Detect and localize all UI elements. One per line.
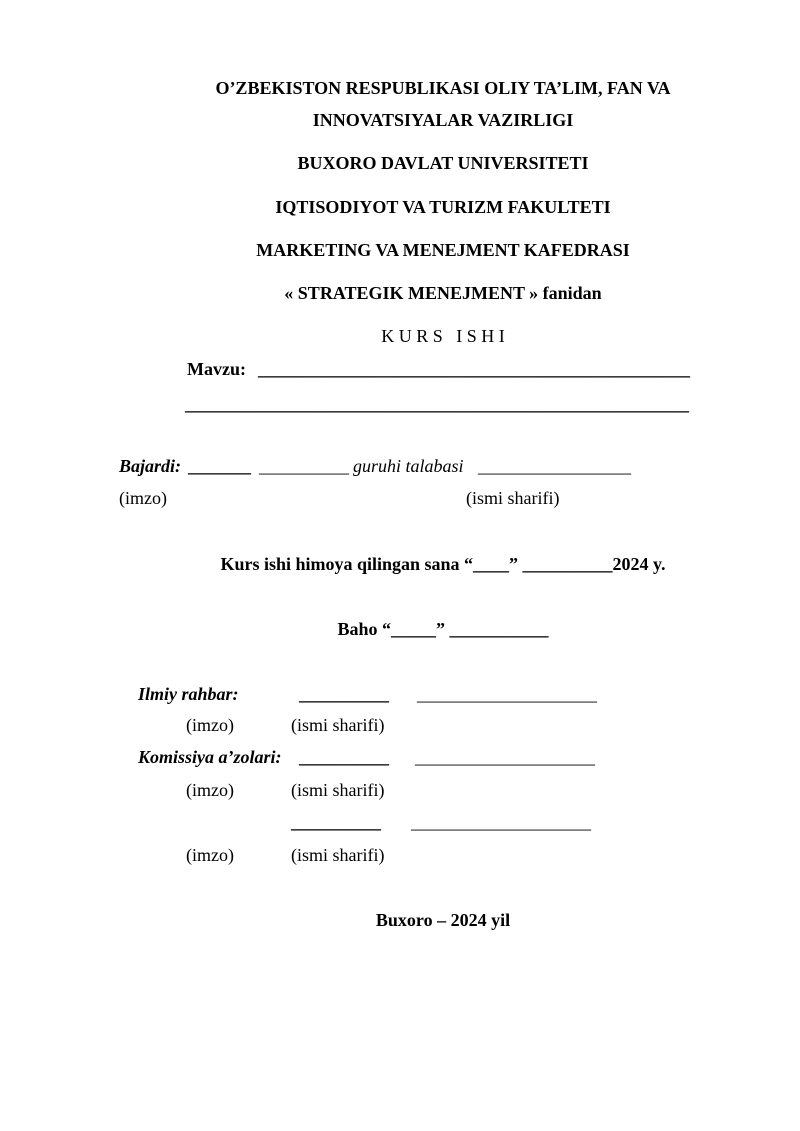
supervisor-sign-blank: __________: [299, 684, 389, 704]
defense-date-line: Kurs ishi himoya qilingan sana “____” __________2024 y.: [220, 554, 666, 574]
commission-name-blank-2: ____________________: [411, 812, 591, 832]
supervisor-name-blank: ____________________: [417, 684, 597, 704]
grade-line: Baho “_____” ___________: [337, 619, 549, 639]
doc-type-title: K U R S I S H I: [381, 326, 505, 346]
supervisor-label: Ilmiy rahbar:: [138, 684, 239, 704]
commission-sign-caption-1: (imzo): [186, 780, 234, 800]
department-name: MARKETING VA MENEJMENT KAFEDRASI: [256, 240, 630, 260]
performer-label: Bajardi:: [119, 456, 182, 476]
topic-blank-2: ________________________________________________________: [185, 394, 689, 414]
subject-line: « STRATEGIK MENEJMENT » fanidan: [284, 283, 602, 303]
commission-sign-blank-2: __________: [291, 812, 381, 832]
performer-group-text: guruhi talabasi: [353, 456, 464, 476]
performer-blank-a: _______: [188, 456, 251, 476]
commission-name-caption-2: (ismi sharifi): [291, 845, 385, 865]
university-name: BUXORO DAVLAT UNIVERSITETI: [297, 153, 589, 173]
ministry-line-2: INNOVATSIYALAR VAZIRLIGI: [312, 110, 574, 130]
commission-sign-caption-2: (imzo): [186, 845, 234, 865]
topic-label: Mavzu:: [187, 359, 246, 379]
place-year: Buxoro – 2024 yil: [375, 910, 511, 930]
commission-label: Komissiya a’zolari:: [138, 747, 282, 767]
supervisor-sign-caption: (imzo): [186, 715, 234, 735]
topic-blank-1: ________________________________________________: [258, 359, 690, 379]
faculty-name: IQTISODIYOT VA TURIZM FAKULTETI: [275, 197, 611, 217]
performer-name-caption: (ismi sharifi): [466, 488, 560, 508]
performer-sign-caption: (imzo): [119, 488, 167, 508]
supervisor-name-caption: (ismi sharifi): [291, 715, 385, 735]
commission-sign-blank-1: __________: [299, 747, 389, 767]
performer-blank-c: _________________: [478, 456, 631, 476]
ministry-line-1: O’ZBEKISTON RESPUBLIKASI OLIY TA’LIM, FAN VA: [215, 78, 671, 98]
commission-name-blank-1: ____________________: [415, 747, 595, 767]
commission-name-caption-1: (ismi sharifi): [291, 780, 385, 800]
performer-blank-b: __________: [259, 456, 349, 476]
